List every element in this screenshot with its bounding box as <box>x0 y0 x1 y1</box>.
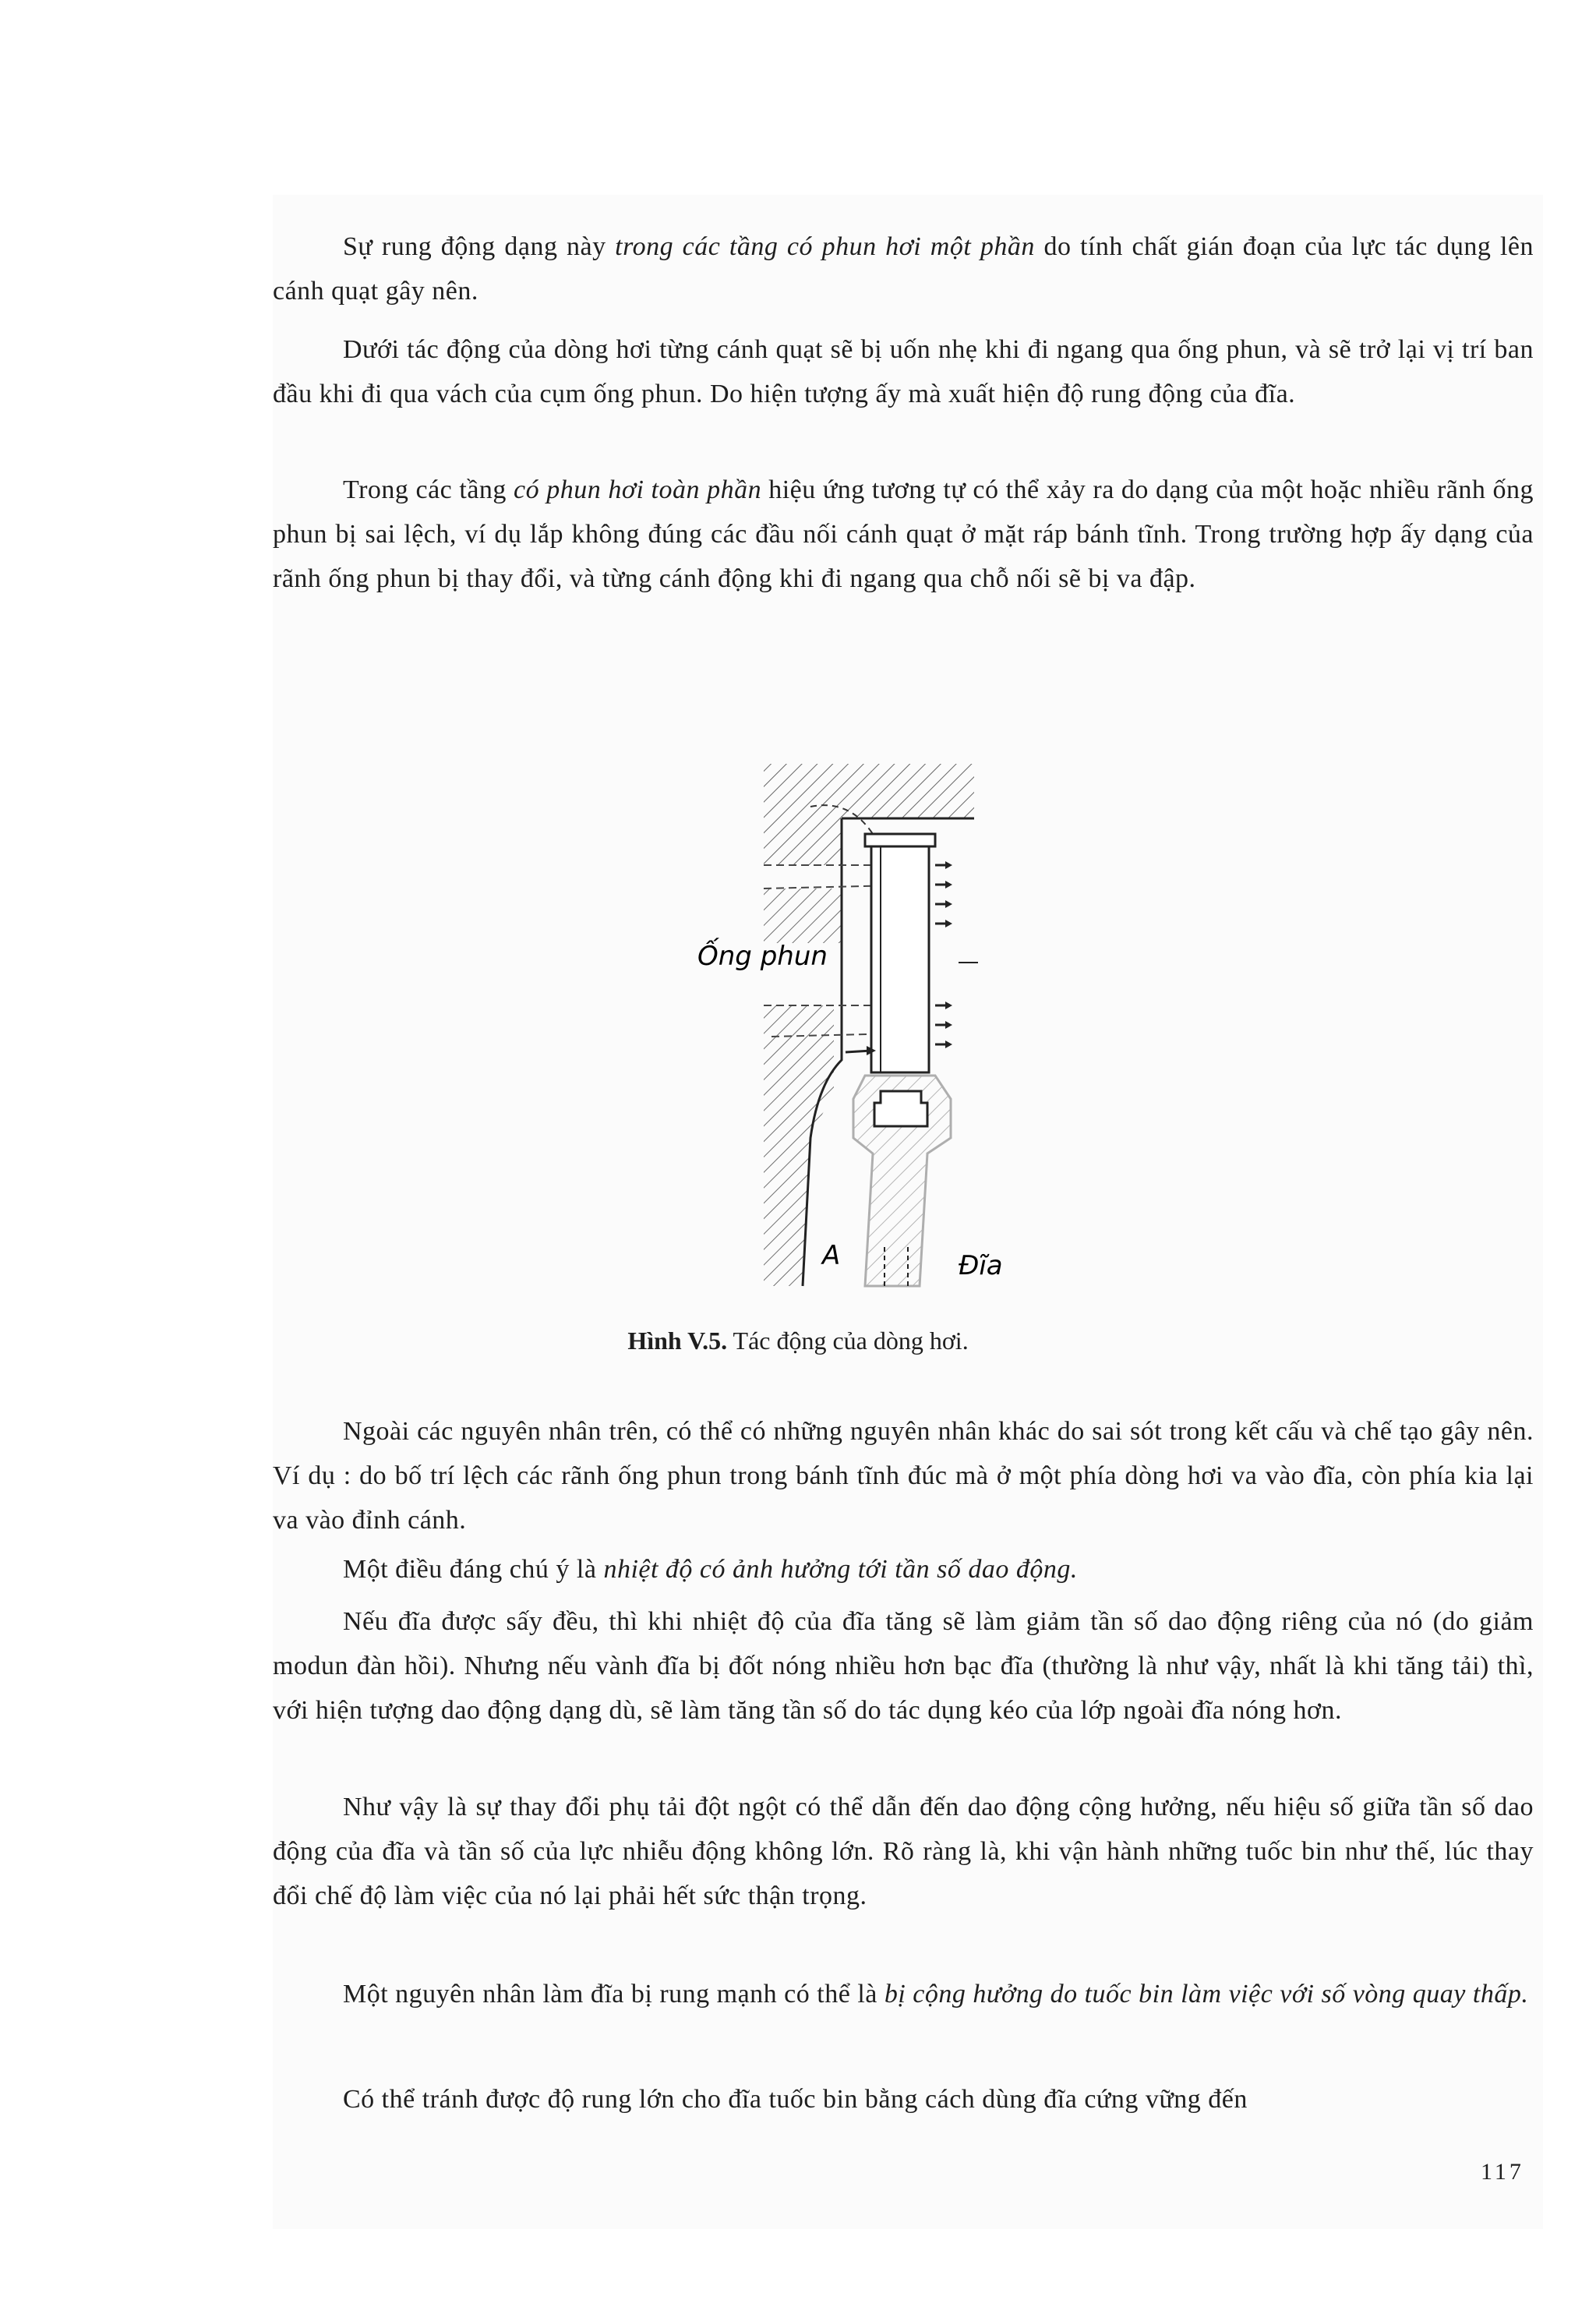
body-text: Sự rung động dạng này <box>343 232 616 261</box>
caption-number: Hình V.5. <box>627 1327 728 1355</box>
page-number: 117 <box>1481 2159 1524 2185</box>
paragraph-3 <box>273 468 1534 601</box>
label-nozzle: Ống phun <box>697 941 828 972</box>
body-text: Dưới tác động của dòng hơi từng cánh quạt sẽ bị uốn nhẹ khi đi ngang qua ống phun, và sẽ trở lại vị trí ban đầu khi đi qua vách của cụm ống phun. Do hiện tượng ấy mà xuất hiện độ rung động của đĩa. <box>273 335 1534 408</box>
paragraph-4 <box>273 1409 1534 1542</box>
blade <box>846 834 935 1072</box>
caption-text: Tác động của dòng hơi. <box>733 1327 969 1355</box>
body-text: do tính chất gián đoạn của lực tác dụng lên cánh quạt gây nên. <box>273 232 1534 306</box>
emphasis-text: nhiệt độ có ảnh hưởng tới tần số dao động. <box>603 1555 1078 1584</box>
body-text: Trong các tầng <box>343 475 514 504</box>
emphasis-text: có phun hơi toàn phần <box>514 475 762 504</box>
body-text: Một điều đáng chú ý là <box>343 1555 604 1584</box>
paragraph-5 <box>273 1547 1534 1592</box>
label-disk: Đĩa <box>959 1250 1003 1281</box>
figure-v5-steam-action <box>694 748 1036 1294</box>
disk-rim <box>853 1076 951 1286</box>
body-text: Có thể tránh được độ rung lớn cho đĩa tuốc bin bằng cách dùng đĩa cứng vững đến <box>343 2085 1248 2114</box>
paragraph-8 <box>273 1972 1534 2016</box>
paragraph-7 <box>273 1785 1534 1918</box>
body-text: Như vậy là sự thay đổi phụ tải đột ngột có thể dẫn đến dao động cộng hưởng, nếu hiệu số giữa tần số dao động của đĩa và tần số của lực nhiễu động không lớn. Rõ ràng là, khi vận hành những tuốc bin như thế, lúc thay đổi chế độ làm việc của nó lại phải hết sức thận trọng. <box>273 1793 1534 1910</box>
label-a: A <box>822 1240 841 1271</box>
paragraph-1 <box>273 224 1534 313</box>
figure-caption <box>0 1325 1596 1356</box>
body-text: hiệu ứng tương tự có thể xảy ra do dạng của một hoặc nhiều rãnh ống phun bị sai lệch, ví dụ lắp không đúng các đầu nối cánh quạt ở mặt ráp bánh tĩnh. Trong trường hợp ấy dạng của rãnh ống phun bị thay đổi, và từng cánh động khi đi ngang qua chỗ nối sẽ bị va đập. <box>273 475 1534 593</box>
paragraph-2 <box>273 327 1534 416</box>
paragraph-9 <box>273 2077 1534 2122</box>
emphasis-text: trong các tầng có phun hơi một phần <box>615 232 1035 261</box>
paragraph-6 <box>273 1599 1534 1733</box>
body-text: Một nguyên nhân làm đĩa bị rung mạnh có thể là <box>343 1980 885 2009</box>
emphasis-text: bị cộng hưởng do tuốc bin làm việc với số vòng quay thấp. <box>884 1980 1529 2009</box>
steam-flow-arrows <box>935 861 978 1048</box>
body-text: Nếu đĩa được sấy đều, thì khi nhiệt độ của đĩa tăng sẽ làm giảm tần số dao động riêng của nó (do giảm modun đàn hồi). Nhưng nếu vành đĩa bị đốt nóng nhiều hơn bạc đĩa (thường là như vậy, nhất là khi tăng tải) thì, với hiện tượng dao động dạng dù, sẽ làm tăng tần số do tác dụng kéo của lớp ngoài đĩa nóng hơn. <box>273 1607 1534 1725</box>
body-text: Ngoài các nguyên nhân trên, có thể có những nguyên nhân khác do sai sót trong kết cấu và chế tạo gây nên. Ví dụ : do bố trí lệch các rãnh ống phun trong bánh tĩnh đúc mà ở một phía dòng hơi va vào đĩa, còn phía kia lại va vào đỉnh cánh. <box>273 1417 1534 1535</box>
